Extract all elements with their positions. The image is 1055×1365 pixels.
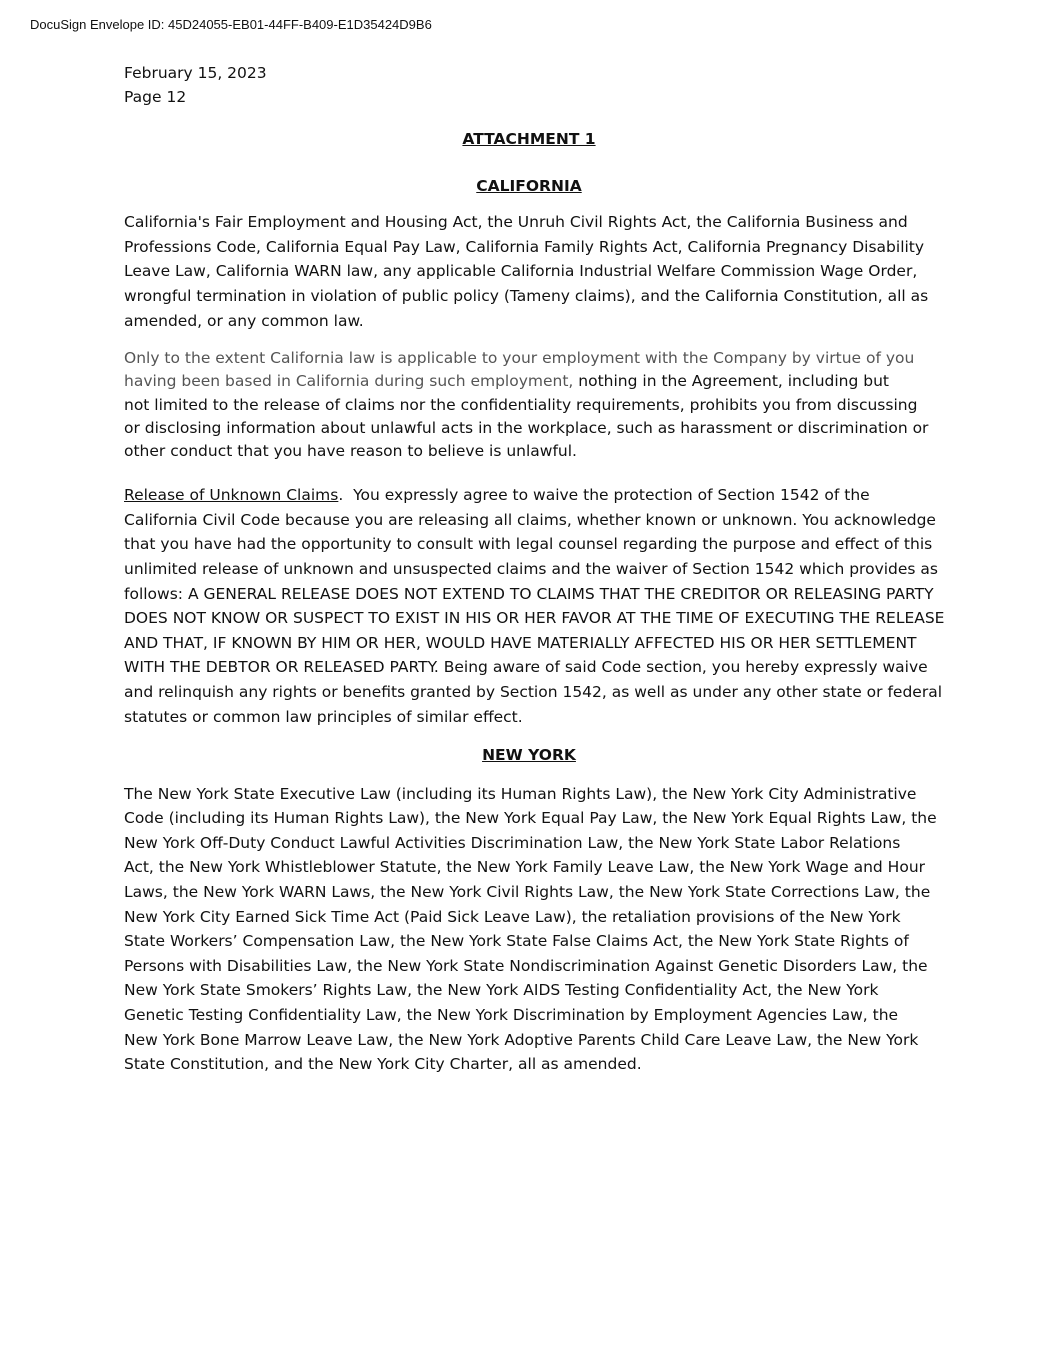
paragraph-line: Persons with Disabilities Law, the New York State Nondiscrimination Against Genetic Disorders Law, the	[124, 956, 928, 975]
paragraph-line: State Constitution, and the New York City Charter, all as amended.	[124, 1055, 642, 1074]
california-laws-paragraph	[124, 210, 934, 333]
paragraph-line: New York Off-Duty Conduct Lawful Activities Discrimination Law, the New York State Labor Relations	[124, 833, 901, 852]
paragraph-line: other conduct that you have reason to believe is unlawful.	[124, 441, 577, 460]
paragraph-line: New York City Earned Sick Time Act (Paid Sick Leave Law), the retaliation provisions of the New York	[124, 907, 901, 926]
paragraph-line: Genetic Testing Confidentiality Law, the New York Discrimination by Employment Agencies Law, the	[124, 1006, 899, 1025]
paragraph-line	[124, 370, 934, 393]
california-heading: CALIFORNIA	[476, 176, 582, 195]
paragraph-line: and relinquish any rights or benefits granted by Section 1542, as well as under any other state or federal	[124, 682, 942, 701]
paragraph-line: Leave Law, California WARN law, any applicable California Industrial Welfare Commission Wage Order,	[124, 262, 918, 281]
new-york-laws-paragraph	[124, 782, 937, 1077]
release-title: Release of Unknown Claims	[124, 486, 339, 505]
new-york-heading: NEW YORK	[482, 746, 576, 765]
paragraph-line: statutes or common law principles of similar effect.	[124, 707, 523, 726]
paragraph-line: not limited to the release of claims nor the confidentiality requirements, prohibits you from discussing	[124, 395, 918, 414]
paragraph-text: . You expressly agree to waive the protection of Section 1542 of the	[338, 486, 870, 505]
letter-header	[124, 62, 934, 109]
document-body	[124, 62, 945, 1077]
release-of-unknown-claims-paragraph	[124, 483, 945, 729]
paragraph-line: wrongful termination in violation of public policy (Tameny claims), and the California Constitution, all as	[124, 286, 929, 305]
paragraph-line: WITH THE DEBTOR OR RELEASED PARTY. Being aware of said Code section, you hereby expressly waive	[124, 658, 928, 677]
paragraph-line: AND THAT, IF KNOWN BY HIM OR HER, WOULD HAVE MATERIALLY AFFECTED HIS OR HER SETTLEMENT	[124, 633, 917, 652]
paragraph-line: DOES NOT KNOW OR SUSPECT TO EXIST IN HIS OR HER FAVOR AT THE TIME OF EXECUTING THE RELEASE	[124, 609, 945, 628]
letter-date: February 15, 2023	[124, 64, 267, 82]
paragraph-line: follows: A GENERAL RELEASE DOES NOT EXTEND TO CLAIMS THAT THE CREDITOR OR RELEASING PARTY	[124, 584, 934, 603]
paragraph-line: amended, or any common law.	[124, 311, 364, 330]
paragraph-line: California Civil Code because you are releasing all claims, whether known or unknown. You acknowledge	[124, 510, 936, 529]
california-applicability-paragraph	[124, 347, 934, 463]
paragraph-line: Act, the New York Whistleblower Statute, the New York Family Leave Law, the New York Wage and Hour	[124, 858, 926, 877]
paragraph-line	[124, 483, 934, 508]
muted-text: having been based in California during such employment,	[124, 372, 574, 391]
paragraph-line: unlimited release of unknown and unsuspected claims and the waiver of Section 1542 which provides as	[124, 559, 938, 578]
paragraph-line: New York Bone Marrow Leave Law, the New York Adoptive Parents Child Care Leave Law, the New York	[124, 1030, 919, 1049]
paragraph-line: Professions Code, California Equal Pay Law, California Family Rights Act, California Pregnancy Disability	[124, 237, 925, 256]
page-number: Page 12	[124, 87, 187, 106]
paragraph-line: State Workers’ Compensation Law, the New York State False Claims Act, the New York State Rights of	[124, 932, 909, 951]
docusign-envelope-id: DocuSign Envelope ID: 45D24055-EB01-44FF-B409-E1D35424D9B6	[30, 17, 432, 32]
paragraph-line: California's Fair Employment and Housing Act, the Unruh Civil Rights Act, the California Business and	[124, 213, 908, 232]
paragraph-line: New York State Smokers’ Rights Law, the New York AIDS Testing Confidentiality Act, the New York	[124, 981, 879, 1000]
paragraph-line: or disclosing information about unlawful acts in the workplace, such as harassment or discrimination or	[124, 418, 929, 437]
paragraph-line: Laws, the New York WARN Laws, the New York Civil Rights Law, the New York State Corrections Law, the	[124, 883, 931, 902]
paragraph-line: The New York State Executive Law (including its Human Rights Law), the New York City Administrative	[124, 784, 917, 803]
paragraph-line: Code (including its Human Rights Law), the New York Equal Pay Law, the New York Equal Rights Law, the	[124, 809, 937, 828]
paragraph-line: Only to the extent California law is applicable to your employment with the Company by virtue of you	[124, 349, 915, 368]
paragraph-line: that you have had the opportunity to consult with legal counsel regarding the purpose and effect of this	[124, 535, 933, 554]
paragraph-text: nothing in the Agreement, including but	[573, 372, 890, 391]
attachment-heading: ATTACHMENT 1	[462, 130, 596, 148]
